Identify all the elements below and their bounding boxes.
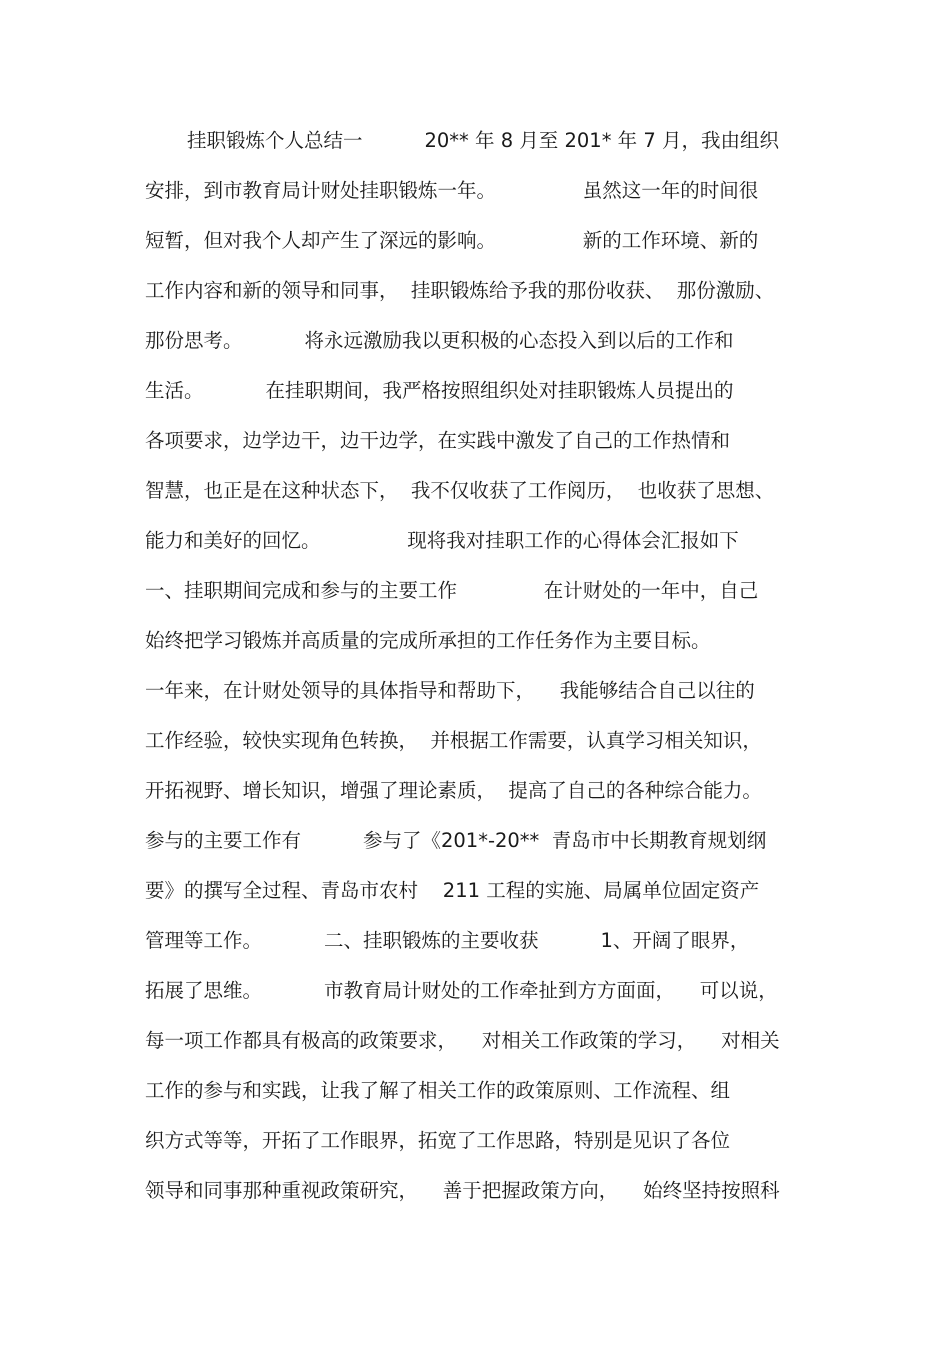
text-line-17: 管理等工作。 二、挂职锻炼的主要收获 1、开阔了眼界， (145, 929, 750, 952)
text-line-2: 安排，到市教育局计财处挂职锻炼一年。 虽然这一年的时间很 (145, 179, 759, 202)
text-line-19: 每一项工作都具有极高的政策要求， 对相关工作政策的学习， 对相关 (145, 1029, 780, 1052)
text-line-6: 生活。 在挂职期间，我严格按照组织处对挂职锻炼人员提出的 (145, 379, 734, 402)
text-line-11: 始终把学习锻炼并高质量的完成所承担的工作任务作为主要目标。 (145, 629, 711, 652)
text-line-14: 开拓视野、增长知识，增强了理论素质， 提高了自己的各种综合能力。 (145, 779, 762, 802)
text-line-21: 织方式等等，开拓了工作眼界，拓宽了工作思路，特别是见识了各位 (145, 1129, 731, 1152)
text-line-18: 拓展了思维。 市教育局计财处的工作牵扯到方方面面， 可以说， (145, 979, 778, 1002)
text-line-20: 工作的参与和实践，让我了解了相关工作的政策原则、工作流程、组 (145, 1079, 731, 1102)
text-line-13: 工作经验，较快实现角色转换， 并根据工作需要，认真学习相关知识， (145, 729, 762, 752)
document-body (145, 116, 815, 1216)
text-line-22: 领导和同事那种重视政策研究， 善于把握政策方向， 始终坚持按照科 (145, 1179, 780, 1202)
text-line-16: 要》的撰写全过程、青岛市农村 211 工程的实施、局属单位固定资产 (145, 879, 760, 902)
text-line-3: 短暂，但对我个人却产生了深远的影响。 新的工作环境、新的 (145, 229, 759, 252)
text-line-7: 各项要求，边学边干，边干边学，在实践中激发了自己的工作热情和 (145, 429, 731, 452)
text-line-4: 工作内容和新的领导和同事， 挂职锻炼给予我的那份收获、 那份激励、 (145, 279, 775, 302)
text-line-10: 一、挂职期间完成和参与的主要工作 在计财处的一年中，自己 (145, 579, 759, 602)
text-line-9: 能力和美好的回忆。 现将我对挂职工作的心得体会汇报如下 (145, 529, 739, 552)
text-line-15: 参与的主要工作有 参与了《201*-20** 青岛市中长期教育规划纲 (145, 829, 767, 852)
text-line-8: 智慧，也正是在这种状态下， 我不仅收获了工作阅历， 也收获了思想、 (145, 479, 775, 502)
text-line-12: 一年来，在计财处领导的具体指导和帮助下， 我能够结合自己以往的 (145, 679, 755, 702)
text-line-1: 挂职锻炼个人总结一 20** 年 8 月至 201* 年 7 月，我由组织 (187, 129, 779, 152)
text-line-5: 那份思考。 将永远激励我以更积极的心态投入到以后的工作和 (145, 329, 734, 352)
